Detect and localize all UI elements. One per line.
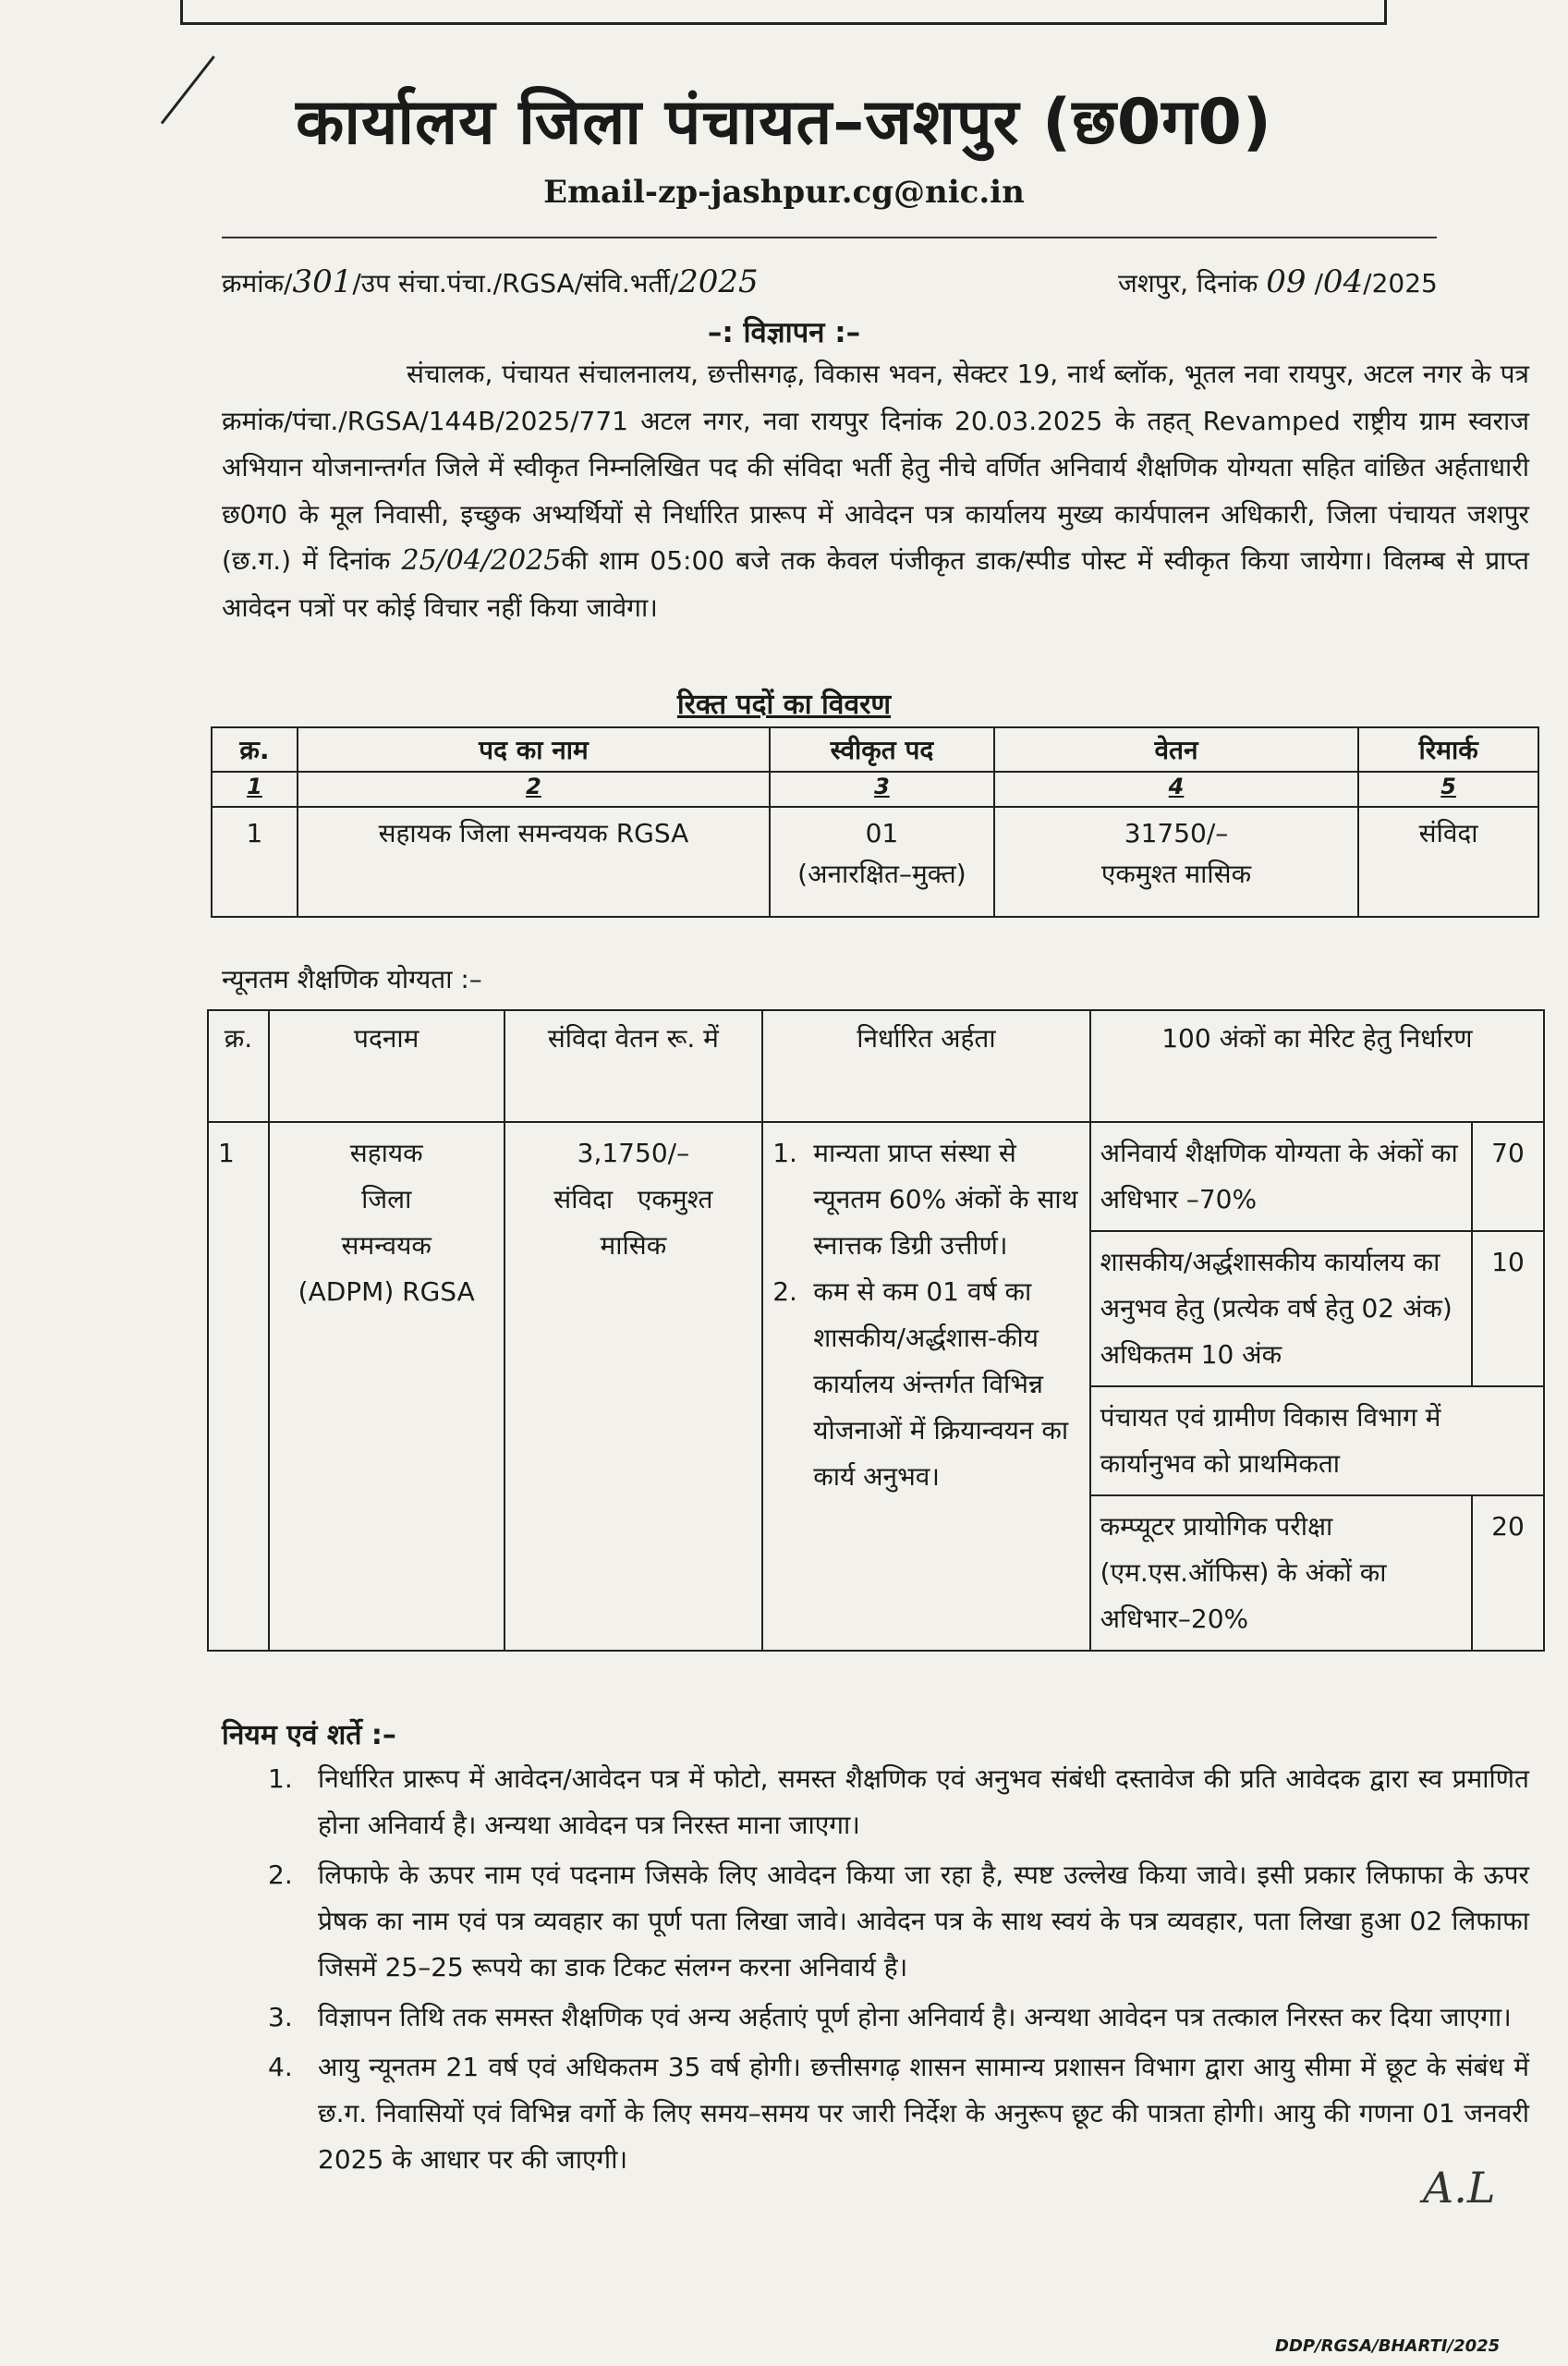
edu-header-merit: 100 अंकों का मेरिट हेतु निर्धारण [1090, 1010, 1544, 1122]
edu-post [269, 1122, 504, 1651]
merit-table [1091, 1123, 1543, 1650]
edu-sn: 1 [208, 1122, 269, 1651]
column-number: 1 [212, 772, 298, 807]
item-text: कम से कम 01 वर्ष का शासकीय/अर्द्धशास-कीय कार्यालय अंन्तर्गत विभिन्न योजनाओं में क्रियान्वयन का कार्य अनुभव। [813, 1276, 1069, 1492]
item-number: 2. [268, 1860, 293, 1890]
post-line: समन्वयक [341, 1230, 432, 1261]
list-item [268, 2044, 1529, 2183]
office-title: कार्यालय जिला पंचायत–जशपुर (छ0ग0) [296, 86, 1272, 159]
column-number: 4 [994, 772, 1358, 807]
vacancy-title: रिक्त पदों का विवरण [676, 689, 892, 721]
merit-row [1091, 1123, 1543, 1231]
merit-points: 10 [1472, 1231, 1543, 1386]
date-month: 04 [1322, 263, 1364, 300]
merit-row [1091, 1495, 1543, 1650]
edu-qualifications [762, 1122, 1089, 1651]
item-text: मान्यता प्राप्त संस्था से न्यूनतम 60% अंकों के साथ स्नात्तक डिग्री उत्तीर्ण। [813, 1138, 1078, 1261]
merit-text: कम्प्यूटर प्रायोगिक परीक्षा (एम.एस.ऑफिस) के अंकों का अधिभार–20% [1100, 1511, 1387, 1634]
sanctioned-category: (अनारक्षित–मुक्त) [797, 859, 966, 889]
merit-points: 20 [1472, 1495, 1543, 1650]
salary-amount: 31750/– [1124, 818, 1229, 848]
item-text: लिफाफे के ऊपर नाम एवं पदनाम जिसके लिए आवेदन किया जा रहा है, स्पष्ट उल्लेख किया जावे। इसी प्रकार लिफाफा के ऊपर प्रेषक का नाम एवं पत्र व्यवहार का पूर्ण पता लिखा जावे। आवेदन पत्र के साथ स्वयं के पत्र व्यवहार, पता लिखा हुआ 02 लिफाफा जिसमें 25–25 रूपये का डाक टिकट संलग्न करना अनिवार्य है। [318, 1860, 1529, 1982]
vacancy-header-salary: वेतन [994, 727, 1358, 772]
vacancy-sanctioned [770, 807, 994, 917]
education-label: न्यूनतम शैक्षणिक योग्यता :– [222, 964, 482, 994]
column-number: 3 [770, 772, 994, 807]
item-number: 1. [268, 1763, 293, 1794]
footer-code: DDP/RGSA/BHARTI/2025 [1275, 2336, 1501, 2356]
header-divider [222, 237, 1437, 238]
ref-year: 2025 [678, 263, 759, 300]
date-prefix: जशपुर, दिनांक [1118, 268, 1258, 299]
edu-merit [1090, 1122, 1544, 1651]
reference-number: क्रमांक/301/उप संचा.पंचा./RGSA/संवि.भर्ती/2025 [222, 263, 759, 300]
vacancy-header-row [212, 727, 1538, 772]
top-border-mark [180, 0, 1387, 25]
item-number: 4. [268, 2052, 293, 2082]
edu-header-salary: संविदा वेतन रू. में [504, 1010, 763, 1122]
office-email: Email-zp-jashpur.cg@nic.in [543, 174, 1025, 211]
list-item [772, 1130, 1079, 1269]
salary-line: 3,1750/– [577, 1138, 690, 1168]
vacancy-header-post: पद का नाम [298, 727, 770, 772]
last-date: 25/04/2025 [401, 544, 562, 577]
merit-row [1091, 1386, 1543, 1495]
qualification-list [772, 1130, 1079, 1500]
column-number: 2 [298, 772, 770, 807]
salary-line: मासिक [600, 1230, 667, 1261]
ref-prefix: क्रमांक [222, 268, 285, 299]
edu-header-post: पदनाम [269, 1010, 504, 1122]
handwritten-signature: A.L [1423, 2163, 1496, 2213]
item-number: 3. [268, 2002, 293, 2032]
list-item [268, 1852, 1529, 1991]
merit-text: अनिवार्य शैक्षणिक योग्यता के अंकों का अधिभार –70% [1091, 1123, 1472, 1231]
column-number: 5 [1358, 772, 1538, 807]
post-line: (ADPM) RGSA [298, 1276, 475, 1307]
item-text: निर्धारित प्रारूप में आवेदन/आवेदन पत्र में फोटो, समस्त शैक्षणिक एवं अनुभव संबंधी दस्तावेज की प्रति आवेदक द्वारा स्व प्रमाणित होना अनिवार्य है। अन्यथा आवेदन पत्र निरस्त माना जाएगा। [318, 1763, 1529, 1840]
sanctioned-count: 01 [865, 818, 899, 848]
vacancy-table [211, 726, 1539, 918]
vacancy-remark: संविदा [1358, 807, 1538, 917]
ref-code: उप संचा.पंचा./RGSA/संवि.भर्ती/ [360, 268, 679, 299]
edu-header-qualification: निर्धारित अर्हता [762, 1010, 1089, 1122]
rules-list [268, 1756, 1529, 2187]
issue-date: जशपुर, दिनांक 09 /04/2025 [1118, 263, 1438, 300]
date-year: 2025 [1371, 268, 1438, 299]
salary-note: एकमुश्त मासिक [1100, 859, 1252, 889]
merit-text: पंचायत एवं ग्रामीण विकास विभाग में कार्यानुभव को प्राथमिकता [1091, 1386, 1543, 1495]
list-item [772, 1269, 1079, 1500]
intro-text-2: की शाम 05:00 बजे तक केवल पंजीकृत डाक/स्पीड पोस्ट में स्वीकृत किया जायेगा। विलम्ब से प्राप्त आवेदन पत्रों पर कोई विचार नहीं किया जावेगा। [222, 545, 1529, 623]
rules-heading: नियम एवं शर्ते :– [222, 1719, 396, 1751]
merit-points: 70 [1472, 1123, 1543, 1231]
vacancy-header-sn: क्र. [212, 727, 298, 772]
list-item [268, 1756, 1529, 1848]
ref-number: 301 [292, 263, 353, 300]
item-number: 2. [772, 1276, 797, 1307]
post-line: जिला [361, 1184, 412, 1214]
merit-row [1091, 1231, 1543, 1386]
education-header-row [208, 1010, 1544, 1122]
item-number: 1. [772, 1138, 797, 1168]
education-table [207, 1009, 1545, 1652]
item-text: विज्ञापन तिथि तक समस्त शैक्षणिक एवं अन्य अर्हताएं पूर्ण होना अनिवार्य है। अन्यथा आवेदन पत्र तत्काल निरस्त कर दिया जाएगा। [318, 2002, 1512, 2032]
merit-text: शासकीय/अर्द्धशासकीय कार्यालय का अनुभव हेतु (प्रत्येक वर्ष हेतु 02 अंक) अधिकतम 10 अंक [1091, 1231, 1472, 1386]
notice-title: –: विज्ञापन :– [707, 316, 861, 349]
post-line: सहायक [349, 1138, 423, 1168]
date-day: 09 [1266, 263, 1307, 300]
salary-line: संविदा एकमुश्त [553, 1184, 713, 1214]
vacancy-post: सहायक जिला समन्वयक RGSA [298, 807, 770, 917]
vacancy-column-numbers [212, 772, 1538, 807]
vacancy-salary [994, 807, 1358, 917]
list-item [268, 1994, 1529, 2041]
table-row [208, 1122, 1544, 1651]
item-text: आयु न्यूनतम 21 वर्ष एवं अधिकतम 35 वर्ष होगी। छत्तीसगढ़ शासन सामान्य प्रशासन विभाग द्वारा आयु सीमा में छूट के संबंध में छ.ग. निवासियों एवं विभिन्न वर्गो के लिए समय–समय पर जारी निर्देश के अनुरूप छूट की पात्रता होगी। आयु की गणना 01 जनवरी 2025 के आधार पर की जाएगी। [318, 2052, 1529, 2175]
vacancy-sn: 1 [212, 807, 298, 917]
vacancy-header-sanctioned: स्वीकृत पद [770, 727, 994, 772]
intro-text-1: संचालक, पंचायत संचालनालय, छत्तीसगढ़, विकास भवन, सेक्टर 19, नार्थ ब्लॉक, भूतल नवा रायपुर, अटल नगर के पत्र क्रमांक/पंचा./RGSA/144B/2025/771 अटल नगर, नवा रायपुर दिनांक 20.03.2025 के तहत् Revamped राष्ट्रीय ग्राम स्वराज अभियान योजनान्तर्गत जिले में स्वीकृत निम्नलिखित पद की संविदा भर्ती हेतु नीचे वर्णित अनिवार्य शैक्षणिक योग्यता सहित वांछित अर्हताधारी छ0ग0 के मूल निवासी, इच्छुक अभ्यर्थियों से निर्धारित प्रारूप में आवेदन पत्र कार्यालय मुख्य कार्यपालन अधिकारी, जिला पंचायत जशपुर (छ.ग.) में दिनांक [222, 359, 1529, 576]
vacancy-header-remark: रिमार्क [1358, 727, 1538, 772]
edu-header-sn: क्र. [208, 1010, 269, 1122]
table-row [212, 807, 1538, 917]
intro-paragraph [222, 351, 1529, 631]
edu-salary [504, 1122, 763, 1651]
